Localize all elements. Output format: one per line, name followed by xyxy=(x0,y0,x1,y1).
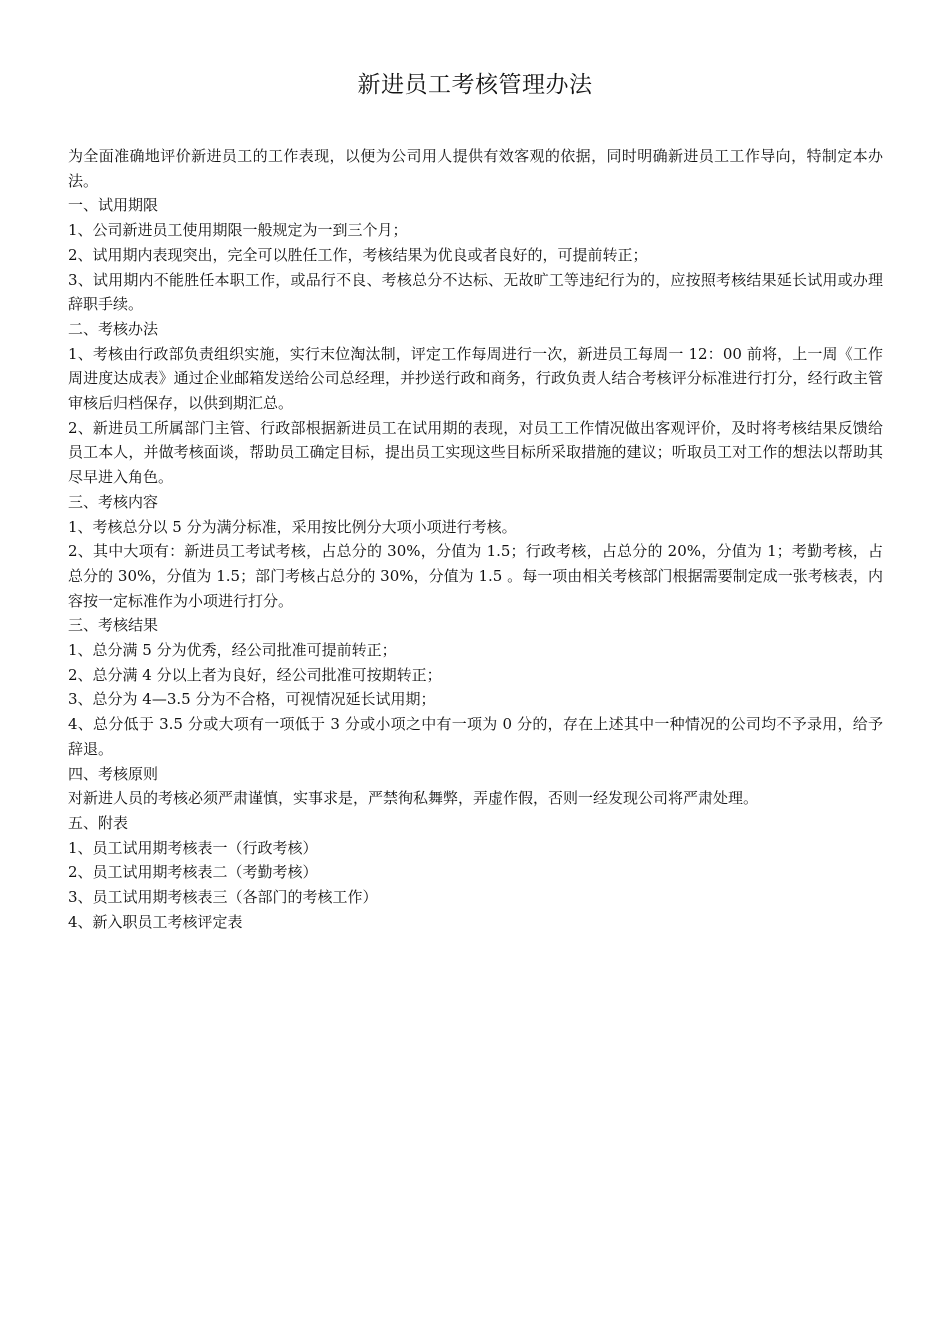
appendix-item-1: 1、员工试用期考核表一（行政考核） xyxy=(68,838,318,857)
section-heading-appendix: 五、附表 xyxy=(68,813,129,832)
section-heading-probation-period: 一、试用期限 xyxy=(68,196,159,215)
section-heading-assessment-content: 三、考核内容 xyxy=(68,492,159,511)
method-item-2: 2、新进员工所属部门主管、行政部根据新进员工在试用期的表现，对员工工作情况做出客观评价，及时将考核结果反馈给员工本人，并做考核面谈，帮助员工确定目标，提出员工实现这些目标所采取措施的建议；听取员工对工作的想法以帮助其尽早进入角色。 xyxy=(68,418,883,487)
section-heading-assessment-results: 三、考核结果 xyxy=(68,616,159,635)
principles-paragraph: 对新进人员的考核必须严肃谨慎，实事求是，严禁徇私舞弊，弄虚作假，否则一经发现公司将严肃处理。 xyxy=(68,789,759,808)
results-item-2: 2、总分满 4 分以上者为良好，经公司批准可按期转正； xyxy=(68,665,442,684)
section-heading-assessment-method: 二、考核办法 xyxy=(68,319,159,338)
content-item-2: 2、其中大项有：新进员工考试考核，占总分的 30%，分值为 1.5；行政考核，占总分的 20%，分值为 1；考勤考核，占总分的 30%，分值为 1.5；部门考核占总分的 30%，分值为 1.5 。每一项由相关考核部门根据需要制定成一张考核表，内容按一定标准作为小项进行打分。 xyxy=(68,542,883,610)
section-heading-assessment-principles: 四、考核原则 xyxy=(68,764,159,783)
document-body xyxy=(68,144,883,935)
method-item-1: 1、考核由行政部负责组织实施，实行末位淘汰制，评定工作每周进行一次，新进员工每周一 12：00 前将，上一周《工作周进度达成表》通过企业邮箱发送给公司总经理，并抄送行政和商务，行政负责人结合考核评分标准进行打分，经行政主管审核后归档保存，以供到期汇总。 xyxy=(68,344,883,413)
results-item-4: 4、总分低于 3.5 分或大项有一项低于 3 分或小项之中有一项为 0 分的，存在上述其中一种情况的公司均不予录用，给予辞退。 xyxy=(68,715,883,758)
results-item-1: 1、总分满 5 分为优秀，经公司批准可提前转正； xyxy=(68,641,397,660)
results-item-3: 3、总分为 4—3.5 分为不合格，可视情况延长试用期； xyxy=(68,690,436,709)
content-item-1: 1、考核总分以 5 分为满分标准，采用按比例分大项小项进行考核。 xyxy=(68,517,517,536)
appendix-item-3: 3、员工试用期考核表三（各部门的考核工作） xyxy=(68,888,378,907)
document-title: 新进员工考核管理办法 xyxy=(357,72,593,98)
probation-item-3: 3、试用期内不能胜任本职工作，或品行不良、考核总分不达标、无故旷工等违纪行为的，应按照考核结果延长试用或办理辞职手续。 xyxy=(68,270,883,314)
intro-paragraph: 为全面准确地评价新进员工的工作表现，以便为公司用人提供有效客观的依据，同时明确新进员工工作导向，特制定本办法。 xyxy=(68,147,883,190)
probation-item-2: 2、试用期内表现突出，完全可以胜任工作，考核结果为优良或者良好的，可提前转正； xyxy=(68,245,648,264)
appendix-item-4: 4、新入职员工考核评定表 xyxy=(68,912,243,931)
probation-item-1: 1、公司新进员工使用期限一般规定为一到三个月； xyxy=(68,221,408,240)
appendix-item-2: 2、员工试用期考核表二（考勤考核） xyxy=(68,863,318,882)
